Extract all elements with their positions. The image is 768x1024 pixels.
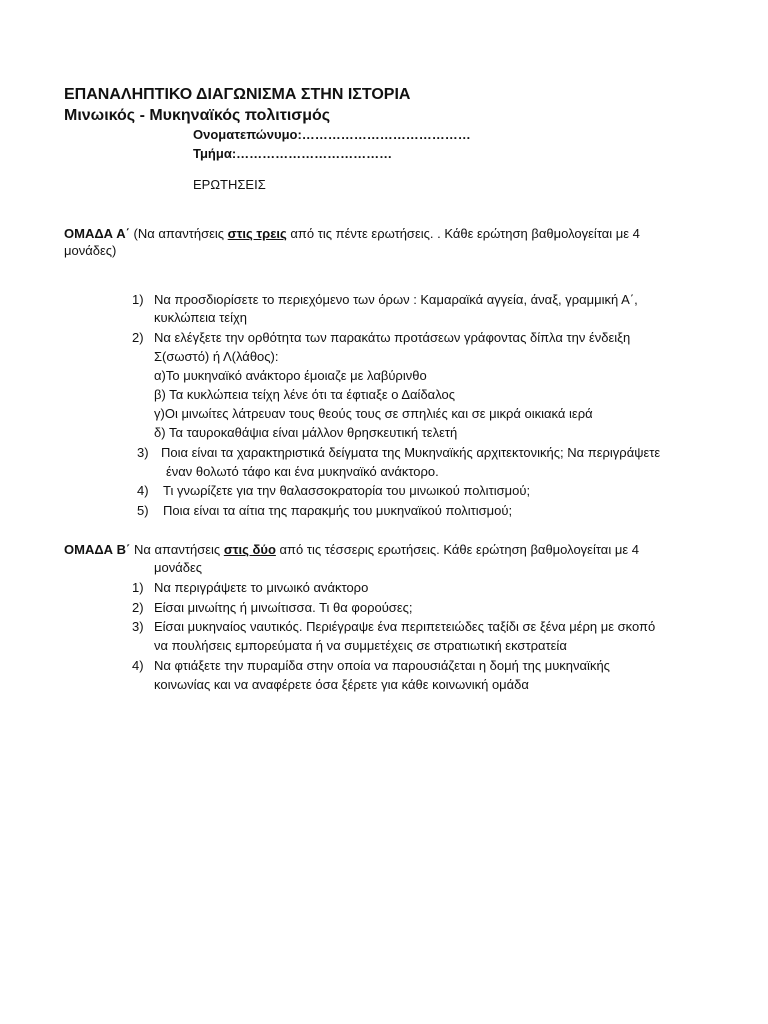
group-a-q5-number: 5)	[137, 503, 149, 518]
group-b-intro	[64, 542, 639, 557]
group-a-q2-item-a: α)Το μυκηναϊκό ανάκτορο έμοιαζε με λαβύρινθο	[154, 368, 427, 383]
group-b-intro-line2: μονάδες	[154, 560, 203, 575]
class-field: Τμήμα:………………………………	[193, 146, 393, 161]
group-a-label: ΟΜΑΔΑ Α΄	[64, 226, 130, 241]
group-b-intro-emph: στις δύο	[223, 542, 276, 557]
group-b-q4-line1: Να φτιάξετε την πυραμίδα στην οποία να παρουσιάζεται η δομή της μυκηναϊκής	[154, 658, 610, 673]
group-a-q1-line2: κυκλώπεια τείχη	[154, 310, 248, 325]
group-a-q2-item-d: δ) Τα ταυροκαθάψια είναι μάλλον θρησκευτική τελετή	[154, 425, 458, 440]
group-a-intro-line2: μονάδες)	[64, 243, 117, 258]
group-a-intro	[64, 226, 640, 241]
group-b-q2-number: 2)	[132, 600, 144, 615]
group-a-q2-item-c: γ)Οι μινωίτες λάτρευαν τους θεούς τους σε σπηλιές και σε μικρά οικιακά ιερά	[154, 406, 593, 421]
group-a-q1-number: 1)	[132, 292, 144, 307]
group-a-q5-line1: Ποια είναι τα αίτια της παρακμής του μυκηναϊκού πολιτισμού;	[163, 503, 513, 518]
group-b-intro-post: από τις τέσσερις ερωτήσεις. Κάθε ερώτηση βαθμολογείται με 4	[279, 542, 639, 557]
group-b-q1-number: 1)	[132, 580, 144, 595]
group-a-q4-number: 4)	[137, 483, 149, 498]
group-a-intro-pre: (Να απαντήσεις	[133, 226, 225, 241]
group-a-intro-post: από τις πέντε ερωτήσεις. . Κάθε ερώτηση βαθμολογείται με 4	[290, 226, 640, 241]
group-b-q1-line1: Να περιγράψετε το μινωικό ανάκτορο	[154, 580, 369, 595]
group-b-q3-line2: να πουλήσεις εμπορεύματα ή να συμμετέχεις σε στρατιωτική εκστρατεία	[154, 638, 567, 653]
document-subtitle: Μινωικός - Μυκηναϊκός πολιτισμός	[64, 107, 331, 124]
group-a-q2-item-b: β) Τα κυκλώπεια τείχη λένε ότι τα έφτιαξε ο Δαίδαλος	[154, 387, 455, 402]
group-b-q4-number: 4)	[132, 658, 144, 673]
group-a-q3-line1: Ποια είναι τα χαρακτηριστικά δείγματα της Μυκηναϊκής αρχιτεκτονικής; Να περιγράψετε	[161, 445, 661, 460]
group-a-q3-line2: έναν θολωτό τάφο και ένα μυκηναϊκό ανάκτορο.	[166, 464, 439, 479]
questions-heading: ΕΡΩΤΗΣΕΙΣ	[193, 177, 266, 192]
name-field: Ονοματεπώνυμο:…………………………………	[193, 127, 471, 142]
group-b-q3-number: 3)	[132, 619, 144, 634]
group-a-q2-line2: Σ(σωστό) ή Λ(λάθος):	[154, 349, 279, 364]
group-a-q4-line1: Τι γνωρίζετε για την θαλασσοκρατορία του μινωικού πολιτισμού;	[163, 483, 531, 498]
group-a-q1-line1: Να προσδιορίσετε το περιεχόμενο των όρων : Καμαραϊκά αγγεία, άναξ, γραμμική Α΄,	[154, 292, 638, 307]
group-a-q2-line1: Να ελέγξετε την ορθότητα των παρακάτω προτάσεων γράφοντας δίπλα την ένδειξη	[154, 330, 631, 345]
group-a-q3-number: 3)	[137, 445, 149, 460]
group-b-label: ΟΜΑΔΑ Β΄	[64, 542, 131, 557]
group-a-q2-number: 2)	[132, 330, 144, 345]
group-b-q4-line2: κοινωνίας και να αναφέρετε όσα ξέρετε για κάθε κοινωνική ομάδα	[154, 677, 529, 692]
group-a-intro-emph: στις τρεις	[227, 226, 287, 241]
group-b-q3-line1: Είσαι μυκηναίος ναυτικός. Περιέγραψε ένα περιπετειώδες ταξίδι σε ξένα μέρη με σκοπό	[154, 619, 656, 634]
document-title: ΕΠΑΝΑΛΗΠΤΙΚΟ ΔΙΑΓΩΝΙΣΜΑ ΣΤΗΝ ΙΣΤΟΡΙΑ	[64, 86, 411, 103]
group-b-intro-pre: Να απαντήσεις	[134, 542, 221, 557]
group-b-q2-line1: Είσαι μινωίτης ή μινωίτισσα. Τι θα φορούσες;	[154, 600, 413, 615]
